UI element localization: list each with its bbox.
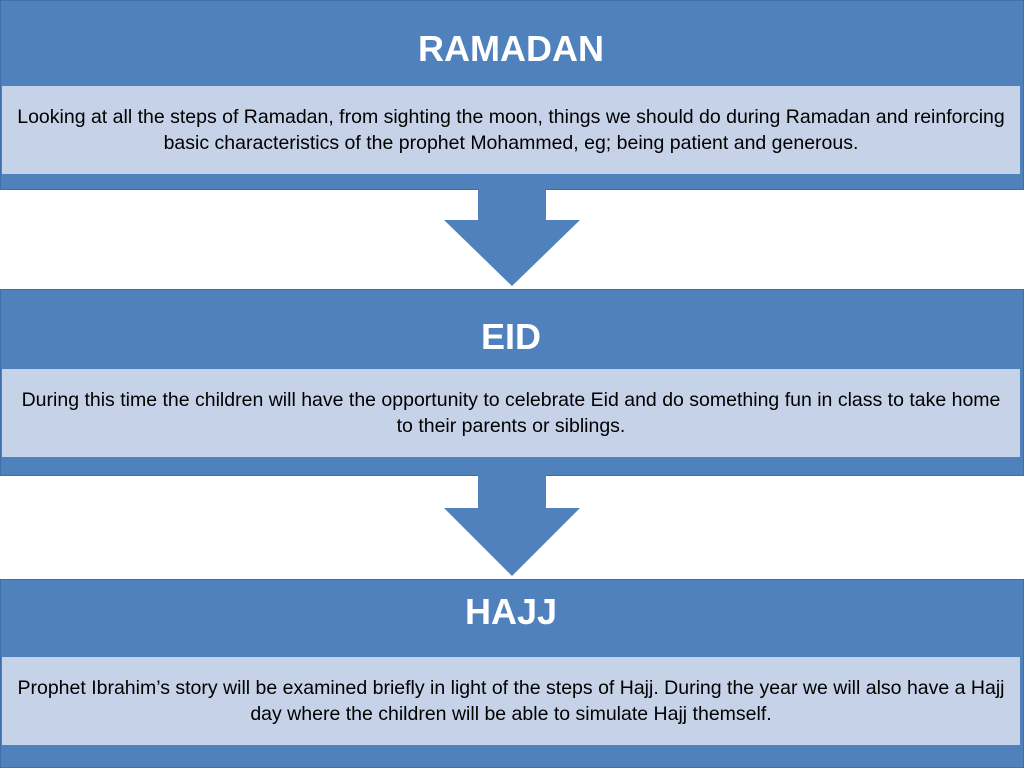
down-arrow-2	[0, 474, 1024, 579]
step-description-ramadan: Looking at all the steps of Ramadan, from sighting the moon, things we should do during Ramadan and reinforcing basic characteristics of the prophet Mohammed, eg; being patient and generous.	[2, 86, 1020, 174]
down-arrow-1	[0, 188, 1024, 288]
step-title-ramadan: RAMADAN	[418, 28, 604, 69]
step-description-hajj: Prophet Ibrahim’s story will be examined briefly in light of the steps of Hajj. During the year we will also have a Hajj day where the children will be able to simulate Hajj themself.	[2, 657, 1020, 745]
step-title-eid: EID	[480, 316, 541, 357]
step-title-hajj: HAJJ	[464, 591, 558, 632]
step-description-eid: During this time the children will have the opportunity to celebrate Eid and do something fun in class to take home to their parents or siblings.	[2, 369, 1020, 457]
